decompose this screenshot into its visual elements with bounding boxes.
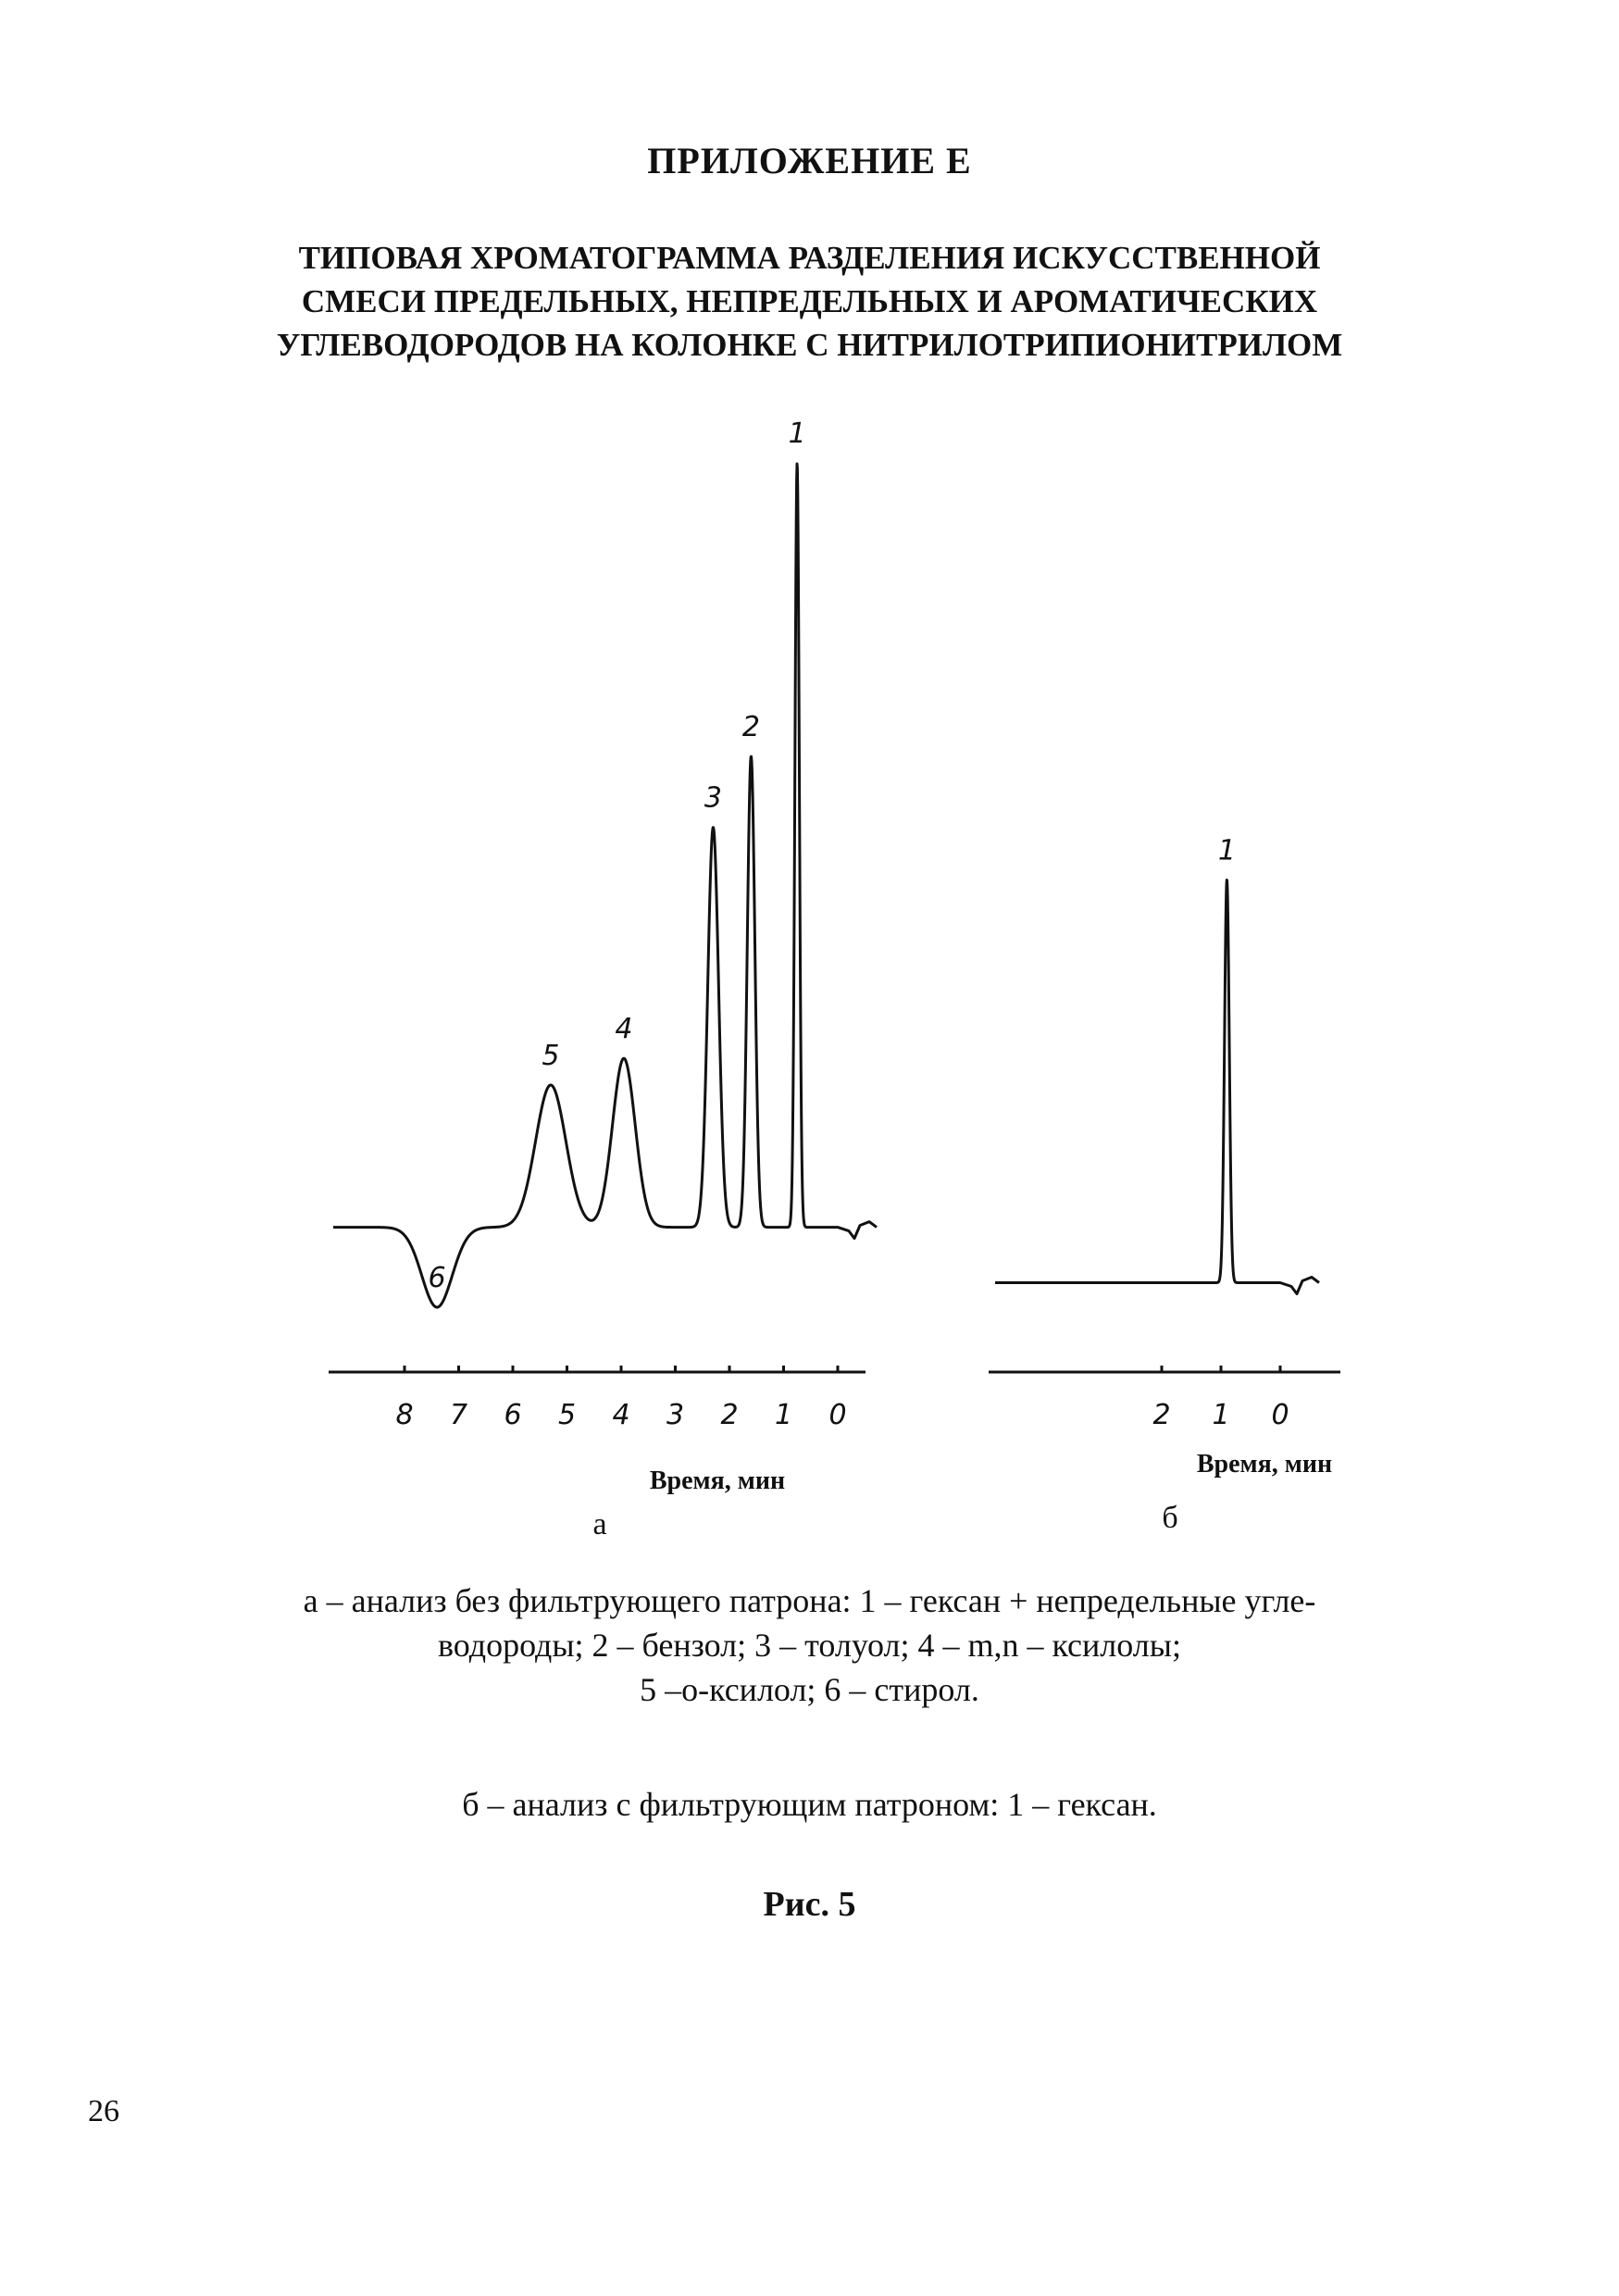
tick-label: 5 bbox=[557, 1399, 577, 1431]
tick-label: 0 bbox=[1271, 1399, 1289, 1431]
caption-line: 5 –о-ксилол; 6 – стирол. bbox=[640, 1671, 979, 1708]
title-line: ТИПОВАЯ ХРОМАТОГРАММА РАЗДЕЛЕНИЯ ИСКУССТВЕННОЙ bbox=[298, 240, 1321, 276]
tick-label: 6 bbox=[504, 1399, 522, 1431]
tick-label: 0 bbox=[828, 1399, 847, 1431]
tick-label: 7 bbox=[449, 1399, 468, 1431]
peak-label: 2 bbox=[741, 710, 760, 743]
panel-label: а bbox=[592, 1507, 607, 1541]
chromatogram-panel-b bbox=[989, 835, 1340, 1536]
tick-label: 1 bbox=[1212, 1399, 1230, 1431]
caption-a bbox=[148, 1578, 1471, 1712]
peak-label: 1 bbox=[788, 418, 806, 450]
tick-label: 4 bbox=[612, 1399, 630, 1431]
caption-line: а – анализ без фильтрующего патрона: 1 – гексан + непредельные угле- bbox=[303, 1582, 1316, 1619]
chromatogram-trace bbox=[333, 464, 877, 1307]
chromatogram-panel-a bbox=[329, 418, 877, 1541]
tick-label: 3 bbox=[666, 1399, 685, 1431]
peak-label: 5 bbox=[542, 1040, 560, 1072]
caption-b bbox=[148, 1782, 1471, 1827]
tick-label: 2 bbox=[1152, 1399, 1171, 1431]
caption-line: б – анализ с фильтрующим патроном: 1 – гексан. bbox=[462, 1786, 1157, 1823]
appendix-heading: ПРИЛОЖЕНИЕ Е bbox=[647, 140, 972, 181]
page-number: 26 bbox=[88, 2094, 119, 2128]
peak-label: 4 bbox=[615, 1013, 633, 1046]
peak-label: 1 bbox=[1217, 834, 1236, 867]
figure-label: Рис. 5 bbox=[763, 1885, 856, 1924]
peak-label: 3 bbox=[704, 781, 722, 815]
tick-label: 8 bbox=[395, 1399, 414, 1431]
x-axis-label: Время, мин bbox=[1196, 1450, 1333, 1479]
tick-label: 2 bbox=[720, 1399, 739, 1431]
title-line: СМЕСИ ПРЕДЕЛЬНЫХ, НЕПРЕДЕЛЬНЫХ И АРОМАТИЧЕСКИХ bbox=[301, 283, 1318, 319]
peak-label: 6 bbox=[428, 1262, 446, 1294]
title-line: УГЛЕВОДОРОДОВ НА КОЛОНКЕ С НИТРИЛОТРИПИОНИТРИЛОМ bbox=[276, 327, 1343, 363]
x-axis-label: Время, мин bbox=[649, 1466, 786, 1495]
caption-line: водороды; 2 – бензол; 3 – толуол; 4 – m,n – ксилолы; bbox=[438, 1627, 1181, 1664]
tick-label: 1 bbox=[774, 1399, 793, 1431]
panel-label: б bbox=[1162, 1501, 1178, 1535]
chromatogram-trace bbox=[995, 880, 1319, 1294]
